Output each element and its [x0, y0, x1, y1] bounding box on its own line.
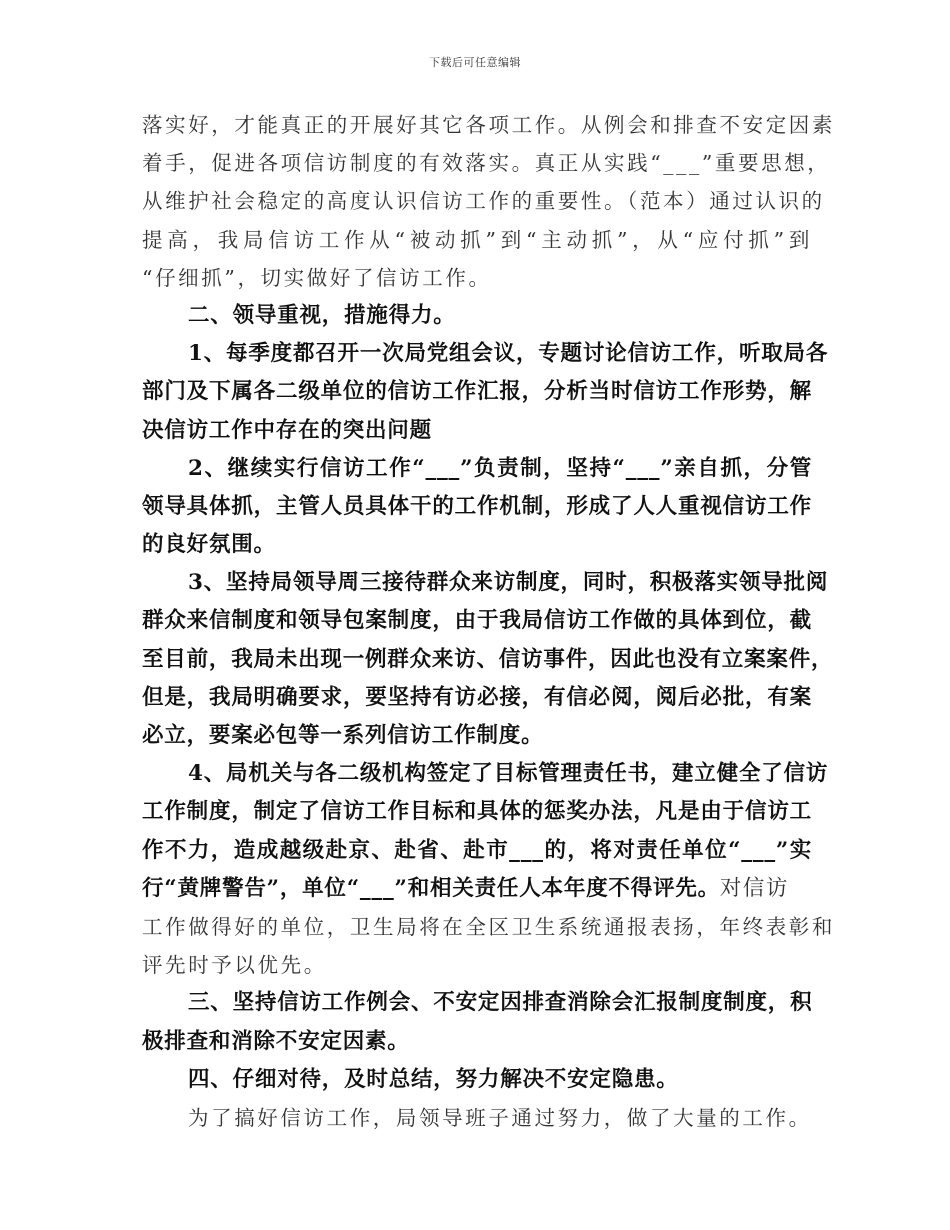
text-line: 从维护社会稳定的高度认识信访工作的重要性。（范本）通过认识的	[142, 189, 825, 214]
document-body	[142, 106, 835, 1137]
text-line: 作不力，造成越级赴京、赴省、赴市___的，将对责任单位“___”实	[142, 837, 812, 863]
section-heading-4: 四、仔细对待，及时总结，努力解决不安定隐患。	[188, 1066, 679, 1092]
text-light-part: 对信访	[719, 875, 789, 901]
text-line: 4、局机关与各二级机构签定了目标管理责任书，建立健全了信访	[188, 761, 829, 787]
text-line: 部门及下属各二级单位的信访工作汇报，分析当时信访工作形势，解	[142, 379, 812, 405]
text-line: 3、坚持局领导周三接待群众来访制度，同时，积极落实领导批阅	[188, 570, 829, 596]
text-line: 但是，我局明确要求，要坚持有访必接，有信必阅，阅后必批，有案	[142, 684, 812, 710]
text-line: 评先时予以优先。	[142, 953, 327, 978]
text-line: 群众来信制度和领导包案制度，由于我局信访工作做的具体到位，截	[142, 608, 812, 634]
text-line: 为了搞好信访工作，局领导班子通过努力，做了大量的工作。	[188, 1105, 812, 1130]
text-line: 着手，促进各项信访制度的有效落实。真正从实践“___”重要思想，	[142, 151, 831, 176]
text-line: 提高，我局信访工作从“被动抓”到“主动抓”，从“应付抓”到	[142, 227, 812, 252]
text-line: 工作做得好的单位，卫生局将在全区卫生系统通报表扬，年终表彰和	[142, 914, 835, 939]
text-bold-part: 行“黄牌警告”，单位“___”和相关责任人本年度不得评先。	[142, 875, 720, 901]
text-line: 领导具体抓，主管人员具体干的工作机制，形成了人人重视信访工作	[142, 493, 812, 519]
text-line: 2、继续实行信访工作“___”负责制，坚持“___”亲自抓，分管	[188, 455, 812, 481]
text-line: 必立，要案必包等一系列信访工作制度。	[142, 723, 544, 748]
page-header: 下载后可任意编辑	[429, 56, 521, 69]
text-line: 的良好氛围。	[142, 532, 276, 558]
text-line-mixed	[142, 870, 812, 908]
section-heading-2: 二、领导重视，措施得力。	[188, 302, 456, 328]
text-line: 1、每季度都召开一次局党组会议，专题讨论信访工作，听取局各	[188, 341, 829, 367]
text-line: “仔细抓”，切实做好了信访工作。	[142, 265, 492, 290]
text-line: 决信访工作中存在的突出问题	[142, 417, 432, 443]
text-line: 落实好，才能真正的开展好其它各项工作。从例会和排查不安定因素	[142, 113, 835, 137]
section-heading-3: 三、坚持信访工作例会、不安定因排查消除会汇报制度制度，积	[188, 990, 813, 1016]
text-line: 工作制度，制定了信访工作目标和具体的惩奖办法，凡是由于信访工	[142, 799, 812, 825]
text-line: 极排查和消除不安定因素。	[142, 1028, 410, 1054]
text-line: 至目前，我局未出现一例群众来访、信访事件，因此也没有立案案件，	[142, 646, 834, 672]
